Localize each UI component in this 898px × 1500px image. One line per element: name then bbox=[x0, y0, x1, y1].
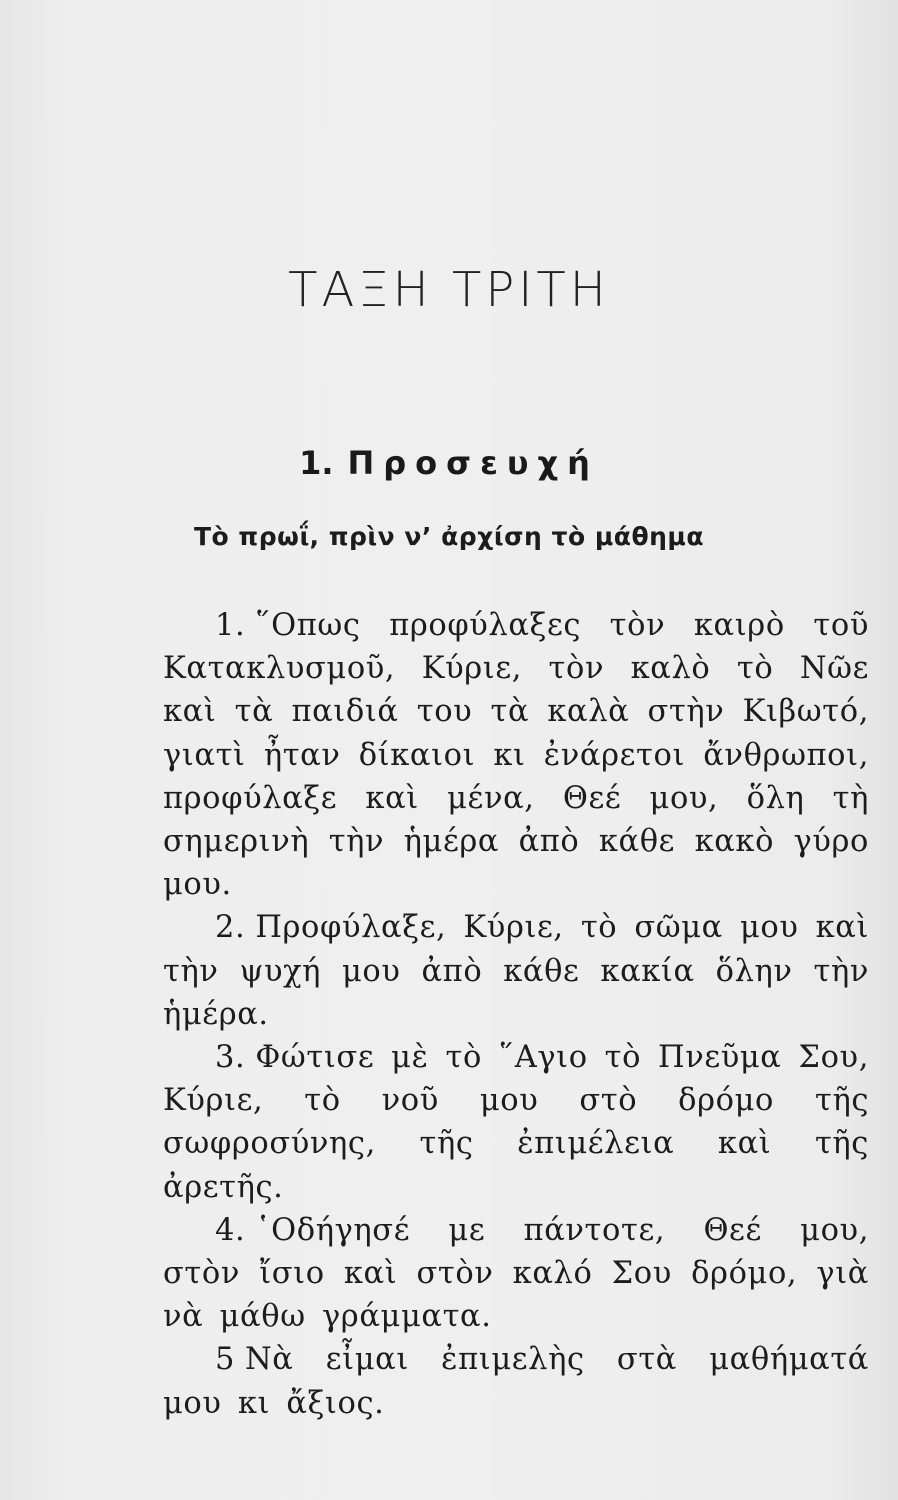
paragraph-number: 4. bbox=[215, 1212, 246, 1248]
lesson-subtitle: Τὸ πρωΐ, πρὶν ν’ ἀρχίση τὸ μάθημα bbox=[193, 522, 704, 551]
prayer-paragraph-4 bbox=[163, 1209, 869, 1339]
lesson-number: 1. bbox=[299, 444, 334, 482]
paragraph-number: 3. bbox=[215, 1040, 246, 1076]
paragraph-number: 5 bbox=[215, 1342, 236, 1378]
prayer-paragraph-2 bbox=[163, 906, 869, 1036]
prayer-paragraph-5 bbox=[163, 1338, 869, 1424]
prayer-paragraph-1 bbox=[163, 604, 869, 906]
section-heading: ΤΑΞΗ ΤΡΙΤΗ bbox=[288, 262, 610, 318]
lesson-title bbox=[0, 444, 898, 482]
paragraph-text: Προφύλαξε, Κύριε, τὸ σῶμα μου καὶ τὴν ψυχή μου ἀπὸ κάθε κακία ὅλην τὴν ἡμέρα. bbox=[163, 910, 869, 1032]
paragraph-text: Φώτισε μὲ τὸ ῞Αγιο τὸ Πνεῦμα Σου, Κύριε, τὸ νοῦ μου στὸ δρόμο τῆς σωφροσύνης, τῆς ἐπιμέλεια καὶ τῆς ἀρετῆς. bbox=[163, 1040, 869, 1205]
paragraph-number: 1. bbox=[215, 608, 246, 643]
paragraph-text: ῾Οδήγησέ με πάντοτε, Θεέ μου, στὸν ἴσιο καὶ στὸν καλό Σου δρόμο, γιὰ νὰ μάθω γράμματα. bbox=[163, 1212, 869, 1335]
prayer-body bbox=[163, 604, 869, 1425]
paragraph-text: Νὰ εἶμαι ἐπιμελὴς στὰ μαθήματά μου κι ἄξιος. bbox=[163, 1342, 869, 1421]
paragraph-text: ῞Οπως προφύλαξες τὸν καιρὸ τοῦ Κατακλυσμοῦ, Κύριε, τὸν καλὸ τὸ Νῶε καὶ τὰ παιδιά του τὰ καλὰ στὴν Κιβωτό, γιατὶ ἦταν δίκαιοι κι ἐνάρετοι ἄνθρωποι, προφύλαξε καὶ μένα, Θεέ μου, ὅλη τὴ σημερινὴ τὴν ἡμέρα ἀπὸ κάθε κακὸ γύρο μου. bbox=[163, 608, 869, 903]
lesson-title-text: Προσευχή bbox=[347, 444, 599, 482]
paragraph-number: 2. bbox=[215, 910, 246, 946]
prayer-paragraph-3 bbox=[163, 1036, 869, 1209]
